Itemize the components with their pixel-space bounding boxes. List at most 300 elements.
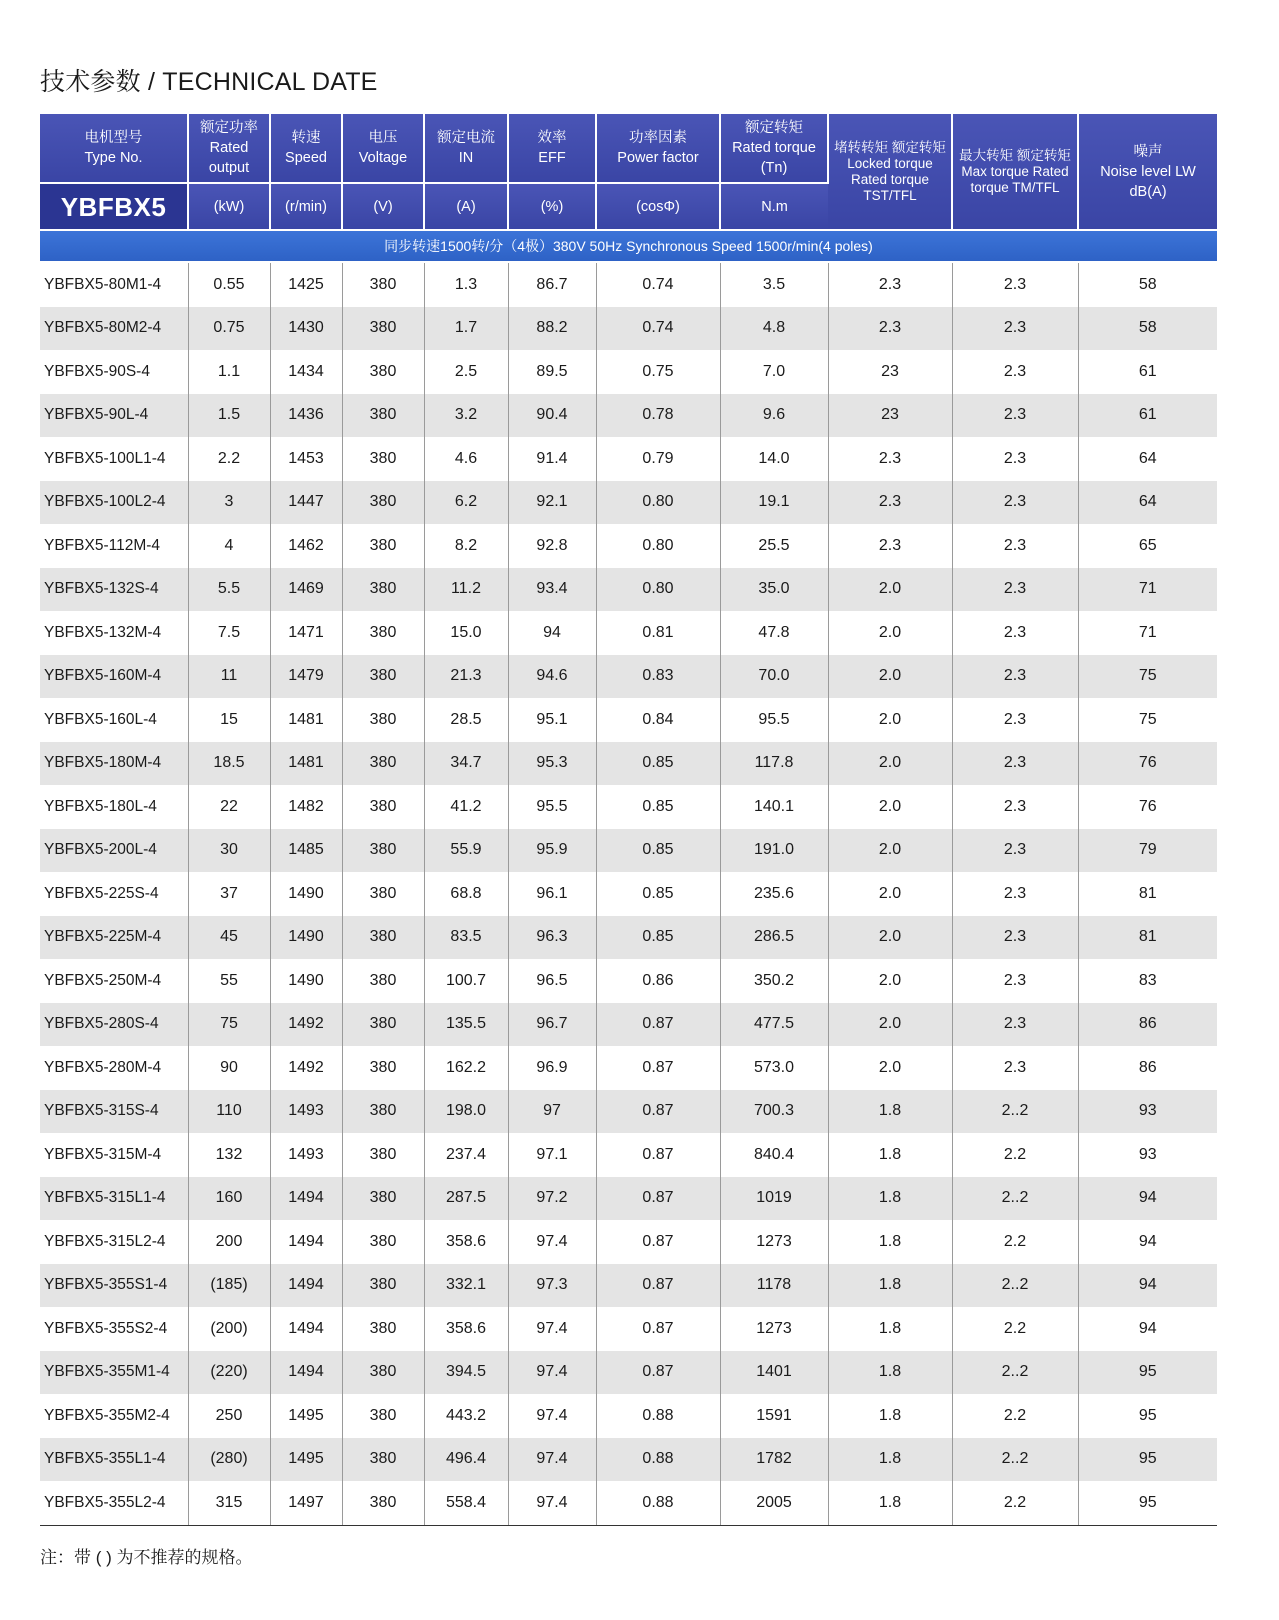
cell-output: 37 <box>188 872 270 916</box>
table-row <box>40 1003 1217 1047</box>
unit-cos-phi: (cosΦ) <box>596 183 720 230</box>
cell-efficiency: 93.4 <box>508 568 596 612</box>
cell-voltage: 380 <box>342 742 424 786</box>
cell-torque: 1019 <box>720 1177 828 1221</box>
cell-torque: 35.0 <box>720 568 828 612</box>
cell-locked-torque-ratio: 2.0 <box>828 785 952 829</box>
cell-model: YBFBX5-160M-4 <box>40 655 188 699</box>
table-row <box>40 524 1217 568</box>
cell-torque: 140.1 <box>720 785 828 829</box>
unit-nm: N.m <box>720 183 828 230</box>
cell-voltage: 380 <box>342 1090 424 1134</box>
cell-torque: 286.5 <box>720 916 828 960</box>
cell-noise: 94 <box>1078 1264 1217 1308</box>
cell-max-torque-ratio: 2.2 <box>952 1481 1078 1525</box>
cell-max-torque-ratio: 2..2 <box>952 1090 1078 1134</box>
cell-voltage: 380 <box>342 1394 424 1438</box>
speed-subheader: 同步转速1500转/分（4极）380V 50Hz Synchronous Speed 1500r/min(4 poles) <box>40 230 1217 262</box>
cell-torque: 1273 <box>720 1307 828 1351</box>
cell-torque: 7.0 <box>720 350 828 394</box>
cell-locked-torque-ratio: 23 <box>828 394 952 438</box>
cell-efficiency: 97.4 <box>508 1220 596 1264</box>
cell-current: 162.2 <box>424 1046 508 1090</box>
cell-power-factor: 0.79 <box>596 437 720 481</box>
cell-torque: 1782 <box>720 1438 828 1482</box>
cell-max-torque-ratio: 2.3 <box>952 1046 1078 1090</box>
cell-model: YBFBX5-355L2-4 <box>40 1481 188 1525</box>
cell-speed: 1493 <box>270 1133 342 1177</box>
cell-torque: 235.6 <box>720 872 828 916</box>
cell-model: YBFBX5-355M1-4 <box>40 1351 188 1395</box>
cell-power-factor: 0.81 <box>596 611 720 655</box>
cell-power-factor: 0.80 <box>596 568 720 612</box>
cell-torque: 4.8 <box>720 307 828 351</box>
cell-power-factor: 0.87 <box>596 1351 720 1395</box>
cell-efficiency: 96.1 <box>508 872 596 916</box>
cell-model: YBFBX5-100L2-4 <box>40 481 188 525</box>
cell-current: 21.3 <box>424 655 508 699</box>
cell-model: YBFBX5-80M2-4 <box>40 307 188 351</box>
cell-model: YBFBX5-315L1-4 <box>40 1177 188 1221</box>
cell-efficiency: 94 <box>508 611 596 655</box>
cell-efficiency: 97.4 <box>508 1481 596 1525</box>
cell-voltage: 380 <box>342 437 424 481</box>
cell-output: 90 <box>188 1046 270 1090</box>
cell-model: YBFBX5-112M-4 <box>40 524 188 568</box>
cell-model: YBFBX5-355S2-4 <box>40 1307 188 1351</box>
cell-torque: 1178 <box>720 1264 828 1308</box>
cell-locked-torque-ratio: 2.0 <box>828 742 952 786</box>
cell-current: 8.2 <box>424 524 508 568</box>
cell-efficiency: 95.9 <box>508 829 596 873</box>
cell-voltage: 380 <box>342 655 424 699</box>
cell-output: (185) <box>188 1264 270 1308</box>
cell-current: 198.0 <box>424 1090 508 1134</box>
cell-locked-torque-ratio: 2.0 <box>828 1003 952 1047</box>
cell-noise: 95 <box>1078 1438 1217 1482</box>
cell-noise: 94 <box>1078 1220 1217 1264</box>
cell-noise: 61 <box>1078 350 1217 394</box>
cell-output: 11 <box>188 655 270 699</box>
cell-efficiency: 95.5 <box>508 785 596 829</box>
cell-model: YBFBX5-180M-4 <box>40 742 188 786</box>
cell-efficiency: 97.3 <box>508 1264 596 1308</box>
cell-power-factor: 0.87 <box>596 1264 720 1308</box>
cell-current: 443.2 <box>424 1394 508 1438</box>
cell-max-torque-ratio: 2.3 <box>952 742 1078 786</box>
unit-v: (V) <box>342 183 424 230</box>
cell-efficiency: 96.3 <box>508 916 596 960</box>
cell-speed: 1481 <box>270 742 342 786</box>
cell-max-torque-ratio: 2.3 <box>952 655 1078 699</box>
cell-output: 0.75 <box>188 307 270 351</box>
cell-output: 250 <box>188 1394 270 1438</box>
cell-speed: 1462 <box>270 524 342 568</box>
cell-voltage: 380 <box>342 262 424 307</box>
cell-model: YBFBX5-180L-4 <box>40 785 188 829</box>
cell-noise: 81 <box>1078 916 1217 960</box>
cell-efficiency: 86.7 <box>508 262 596 307</box>
cell-efficiency: 96.9 <box>508 1046 596 1090</box>
cell-torque: 700.3 <box>720 1090 828 1134</box>
cell-voltage: 380 <box>342 524 424 568</box>
header-efficiency: 效率 EFF <box>508 114 596 183</box>
cell-power-factor: 0.84 <box>596 698 720 742</box>
cell-max-torque-ratio: 2.3 <box>952 1003 1078 1047</box>
cell-power-factor: 0.85 <box>596 785 720 829</box>
cell-efficiency: 97 <box>508 1090 596 1134</box>
table-row <box>40 1177 1217 1221</box>
cell-max-torque-ratio: 2.3 <box>952 959 1078 1003</box>
table-row <box>40 307 1217 351</box>
cell-speed: 1436 <box>270 394 342 438</box>
cell-torque: 95.5 <box>720 698 828 742</box>
cell-noise: 93 <box>1078 1090 1217 1134</box>
cell-noise: 61 <box>1078 394 1217 438</box>
cell-noise: 71 <box>1078 568 1217 612</box>
cell-current: 2.5 <box>424 350 508 394</box>
cell-model: YBFBX5-90S-4 <box>40 350 188 394</box>
cell-power-factor: 0.88 <box>596 1481 720 1525</box>
table-row <box>40 1394 1217 1438</box>
cell-output: (280) <box>188 1438 270 1482</box>
cell-max-torque-ratio: 2.3 <box>952 437 1078 481</box>
cell-efficiency: 89.5 <box>508 350 596 394</box>
cell-efficiency: 96.7 <box>508 1003 596 1047</box>
table-row <box>40 1438 1217 1482</box>
cell-speed: 1469 <box>270 568 342 612</box>
unit-kw: (kW) <box>188 183 270 230</box>
cell-noise: 71 <box>1078 611 1217 655</box>
cell-locked-torque-ratio: 1.8 <box>828 1133 952 1177</box>
cell-voltage: 380 <box>342 481 424 525</box>
cell-voltage: 380 <box>342 611 424 655</box>
cell-max-torque-ratio: 2.3 <box>952 481 1078 525</box>
cell-power-factor: 0.80 <box>596 481 720 525</box>
cell-locked-torque-ratio: 2.0 <box>828 829 952 873</box>
cell-output: 132 <box>188 1133 270 1177</box>
cell-torque: 1273 <box>720 1220 828 1264</box>
footnote: 注：带 ( ) 为不推荐的规格。 <box>40 1548 253 1567</box>
table-row <box>40 655 1217 699</box>
cell-model: YBFBX5-80M1-4 <box>40 262 188 307</box>
cell-max-torque-ratio: 2.3 <box>952 524 1078 568</box>
cell-current: 41.2 <box>424 785 508 829</box>
header-max-torque: 最大转矩 额定转矩 Max torque Rated torque TM/TFL <box>952 114 1078 230</box>
cell-speed: 1485 <box>270 829 342 873</box>
unit-percent: (%) <box>508 183 596 230</box>
cell-locked-torque-ratio: 2.0 <box>828 611 952 655</box>
cell-model: YBFBX5-280M-4 <box>40 1046 188 1090</box>
cell-speed: 1453 <box>270 437 342 481</box>
cell-torque: 350.2 <box>720 959 828 1003</box>
cell-voltage: 380 <box>342 698 424 742</box>
cell-current: 237.4 <box>424 1133 508 1177</box>
cell-efficiency: 92.8 <box>508 524 596 568</box>
cell-output: 1.5 <box>188 394 270 438</box>
cell-speed: 1494 <box>270 1220 342 1264</box>
header-noise-level: 噪声 Noise level LW dB(A) <box>1078 114 1217 230</box>
cell-noise: 94 <box>1078 1177 1217 1221</box>
cell-max-torque-ratio: 2.3 <box>952 829 1078 873</box>
cell-voltage: 380 <box>342 1264 424 1308</box>
cell-speed: 1482 <box>270 785 342 829</box>
cell-voltage: 380 <box>342 785 424 829</box>
cell-model: YBFBX5-132S-4 <box>40 568 188 612</box>
cell-noise: 76 <box>1078 742 1217 786</box>
cell-current: 358.6 <box>424 1307 508 1351</box>
cell-locked-torque-ratio: 1.8 <box>828 1351 952 1395</box>
cell-max-torque-ratio: 2.3 <box>952 698 1078 742</box>
cell-torque: 14.0 <box>720 437 828 481</box>
cell-output: (220) <box>188 1351 270 1395</box>
table-row <box>40 350 1217 394</box>
cell-power-factor: 0.87 <box>596 1307 720 1351</box>
cell-voltage: 380 <box>342 916 424 960</box>
cell-noise: 64 <box>1078 481 1217 525</box>
cell-torque: 2005 <box>720 1481 828 1525</box>
cell-current: 3.2 <box>424 394 508 438</box>
cell-noise: 64 <box>1078 437 1217 481</box>
cell-max-torque-ratio: 2.2 <box>952 1220 1078 1264</box>
cell-power-factor: 0.85 <box>596 916 720 960</box>
cell-noise: 86 <box>1078 1046 1217 1090</box>
cell-torque: 1401 <box>720 1351 828 1395</box>
cell-speed: 1493 <box>270 1090 342 1134</box>
table-row <box>40 481 1217 525</box>
cell-current: 394.5 <box>424 1351 508 1395</box>
cell-torque: 191.0 <box>720 829 828 873</box>
cell-efficiency: 96.5 <box>508 959 596 1003</box>
cell-voltage: 380 <box>342 1177 424 1221</box>
cell-locked-torque-ratio: 1.8 <box>828 1394 952 1438</box>
table-row <box>40 1351 1217 1395</box>
cell-locked-torque-ratio: 2.0 <box>828 1046 952 1090</box>
cell-speed: 1447 <box>270 481 342 525</box>
cell-power-factor: 0.85 <box>596 742 720 786</box>
cell-output: 30 <box>188 829 270 873</box>
cell-max-torque-ratio: 2.3 <box>952 307 1078 351</box>
table-row <box>40 742 1217 786</box>
cell-max-torque-ratio: 2..2 <box>952 1438 1078 1482</box>
cell-model: YBFBX5-100L1-4 <box>40 437 188 481</box>
header-power-factor: 功率因素 Power factor <box>596 114 720 183</box>
cell-voltage: 380 <box>342 350 424 394</box>
cell-max-torque-ratio: 2.3 <box>952 916 1078 960</box>
cell-speed: 1492 <box>270 1046 342 1090</box>
header-rated-output: 额定功率 Rated output <box>188 114 270 183</box>
cell-torque: 19.1 <box>720 481 828 525</box>
cell-efficiency: 97.2 <box>508 1177 596 1221</box>
cell-output: (200) <box>188 1307 270 1351</box>
cell-power-factor: 0.85 <box>596 829 720 873</box>
cell-model: YBFBX5-315L2-4 <box>40 1220 188 1264</box>
cell-noise: 95 <box>1078 1394 1217 1438</box>
cell-output: 2.2 <box>188 437 270 481</box>
cell-speed: 1490 <box>270 959 342 1003</box>
cell-power-factor: 0.87 <box>596 1133 720 1177</box>
cell-max-torque-ratio: 2.3 <box>952 785 1078 829</box>
table-row <box>40 916 1217 960</box>
cell-speed: 1471 <box>270 611 342 655</box>
table-row <box>40 698 1217 742</box>
header-current: 额定电流 IN <box>424 114 508 183</box>
cell-output: 200 <box>188 1220 270 1264</box>
cell-speed: 1434 <box>270 350 342 394</box>
table-row <box>40 1090 1217 1134</box>
cell-efficiency: 95.1 <box>508 698 596 742</box>
table-row <box>40 1046 1217 1090</box>
cell-noise: 79 <box>1078 829 1217 873</box>
cell-max-torque-ratio: 2.3 <box>952 568 1078 612</box>
cell-noise: 94 <box>1078 1307 1217 1351</box>
cell-torque: 477.5 <box>720 1003 828 1047</box>
cell-locked-torque-ratio: 23 <box>828 350 952 394</box>
cell-current: 358.6 <box>424 1220 508 1264</box>
cell-power-factor: 0.87 <box>596 1003 720 1047</box>
cell-locked-torque-ratio: 1.8 <box>828 1264 952 1308</box>
cell-efficiency: 91.4 <box>508 437 596 481</box>
cell-voltage: 380 <box>342 1307 424 1351</box>
cell-locked-torque-ratio: 2.3 <box>828 307 952 351</box>
cell-max-torque-ratio: 2.3 <box>952 611 1078 655</box>
cell-power-factor: 0.88 <box>596 1394 720 1438</box>
cell-speed: 1481 <box>270 698 342 742</box>
cell-locked-torque-ratio: 2.3 <box>828 262 952 307</box>
cell-output: 5.5 <box>188 568 270 612</box>
cell-efficiency: 95.3 <box>508 742 596 786</box>
cell-voltage: 380 <box>342 1351 424 1395</box>
cell-locked-torque-ratio: 1.8 <box>828 1481 952 1525</box>
cell-current: 558.4 <box>424 1481 508 1525</box>
cell-efficiency: 88.2 <box>508 307 596 351</box>
cell-output: 45 <box>188 916 270 960</box>
cell-voltage: 380 <box>342 568 424 612</box>
cell-output: 75 <box>188 1003 270 1047</box>
table-row <box>40 394 1217 438</box>
cell-output: 3 <box>188 481 270 525</box>
cell-noise: 86 <box>1078 1003 1217 1047</box>
cell-model: YBFBX5-355L1-4 <box>40 1438 188 1482</box>
table-row <box>40 872 1217 916</box>
cell-torque: 117.8 <box>720 742 828 786</box>
cell-current: 1.7 <box>424 307 508 351</box>
cell-noise: 58 <box>1078 307 1217 351</box>
cell-model: YBFBX5-225M-4 <box>40 916 188 960</box>
cell-power-factor: 0.87 <box>596 1220 720 1264</box>
unit-a: (A) <box>424 183 508 230</box>
table-row <box>40 1307 1217 1351</box>
cell-speed: 1490 <box>270 872 342 916</box>
cell-output: 7.5 <box>188 611 270 655</box>
table-row <box>40 611 1217 655</box>
cell-model: YBFBX5-160L-4 <box>40 698 188 742</box>
cell-model: YBFBX5-280S-4 <box>40 1003 188 1047</box>
cell-locked-torque-ratio: 1.8 <box>828 1307 952 1351</box>
series-label: YBFBX5 <box>40 183 188 230</box>
cell-model: YBFBX5-225S-4 <box>40 872 188 916</box>
table-row <box>40 262 1217 307</box>
cell-current: 332.1 <box>424 1264 508 1308</box>
header-voltage: 电压 Voltage <box>342 114 424 183</box>
cell-efficiency: 94.6 <box>508 655 596 699</box>
cell-speed: 1494 <box>270 1307 342 1351</box>
cell-speed: 1490 <box>270 916 342 960</box>
cell-torque: 3.5 <box>720 262 828 307</box>
table-row <box>40 1264 1217 1308</box>
cell-voltage: 380 <box>342 1003 424 1047</box>
cell-efficiency: 97.4 <box>508 1394 596 1438</box>
cell-max-torque-ratio: 2.3 <box>952 872 1078 916</box>
cell-current: 15.0 <box>424 611 508 655</box>
cell-noise: 75 <box>1078 698 1217 742</box>
cell-model: YBFBX5-355M2-4 <box>40 1394 188 1438</box>
cell-voltage: 380 <box>342 1481 424 1525</box>
header-speed: 转速 Speed <box>270 114 342 183</box>
cell-torque: 9.6 <box>720 394 828 438</box>
table-body <box>40 262 1217 1525</box>
cell-model: YBFBX5-132M-4 <box>40 611 188 655</box>
cell-max-torque-ratio: 2.3 <box>952 350 1078 394</box>
cell-current: 1.3 <box>424 262 508 307</box>
cell-torque: 70.0 <box>720 655 828 699</box>
cell-power-factor: 0.87 <box>596 1177 720 1221</box>
cell-model: YBFBX5-250M-4 <box>40 959 188 1003</box>
cell-speed: 1479 <box>270 655 342 699</box>
cell-max-torque-ratio: 2.2 <box>952 1133 1078 1177</box>
cell-current: 68.8 <box>424 872 508 916</box>
cell-speed: 1494 <box>270 1177 342 1221</box>
cell-voltage: 380 <box>342 872 424 916</box>
cell-current: 34.7 <box>424 742 508 786</box>
cell-model: YBFBX5-200L-4 <box>40 829 188 873</box>
cell-max-torque-ratio: 2.2 <box>952 1394 1078 1438</box>
cell-voltage: 380 <box>342 1438 424 1482</box>
cell-noise: 65 <box>1078 524 1217 568</box>
cell-power-factor: 0.83 <box>596 655 720 699</box>
cell-locked-torque-ratio: 2.0 <box>828 916 952 960</box>
cell-speed: 1495 <box>270 1438 342 1482</box>
cell-efficiency: 97.4 <box>508 1438 596 1482</box>
cell-voltage: 380 <box>342 1220 424 1264</box>
cell-efficiency: 97.4 <box>508 1307 596 1351</box>
cell-max-torque-ratio: 2.2 <box>952 1307 1078 1351</box>
cell-noise: 81 <box>1078 872 1217 916</box>
cell-power-factor: 0.87 <box>596 1090 720 1134</box>
cell-efficiency: 92.1 <box>508 481 596 525</box>
cell-power-factor: 0.86 <box>596 959 720 1003</box>
cell-max-torque-ratio: 2.3 <box>952 394 1078 438</box>
cell-model: YBFBX5-355S1-4 <box>40 1264 188 1308</box>
cell-locked-torque-ratio: 2.3 <box>828 437 952 481</box>
header-locked-torque: 堵转转矩 额定转矩 Locked torque Rated torque TST/TFL <box>828 114 952 230</box>
header-rated-torque: 额定转矩 Rated torque (Tn) <box>720 114 828 183</box>
cell-torque: 1591 <box>720 1394 828 1438</box>
table-row <box>40 1220 1217 1264</box>
cell-noise: 58 <box>1078 262 1217 307</box>
cell-locked-torque-ratio: 2.3 <box>828 524 952 568</box>
cell-model: YBFBX5-315M-4 <box>40 1133 188 1177</box>
cell-power-factor: 0.87 <box>596 1046 720 1090</box>
cell-locked-torque-ratio: 1.8 <box>828 1177 952 1221</box>
cell-speed: 1494 <box>270 1351 342 1395</box>
cell-power-factor: 0.78 <box>596 394 720 438</box>
cell-speed: 1497 <box>270 1481 342 1525</box>
cell-current: 100.7 <box>424 959 508 1003</box>
cell-locked-torque-ratio: 2.0 <box>828 568 952 612</box>
cell-current: 55.9 <box>424 829 508 873</box>
cell-torque: 25.5 <box>720 524 828 568</box>
